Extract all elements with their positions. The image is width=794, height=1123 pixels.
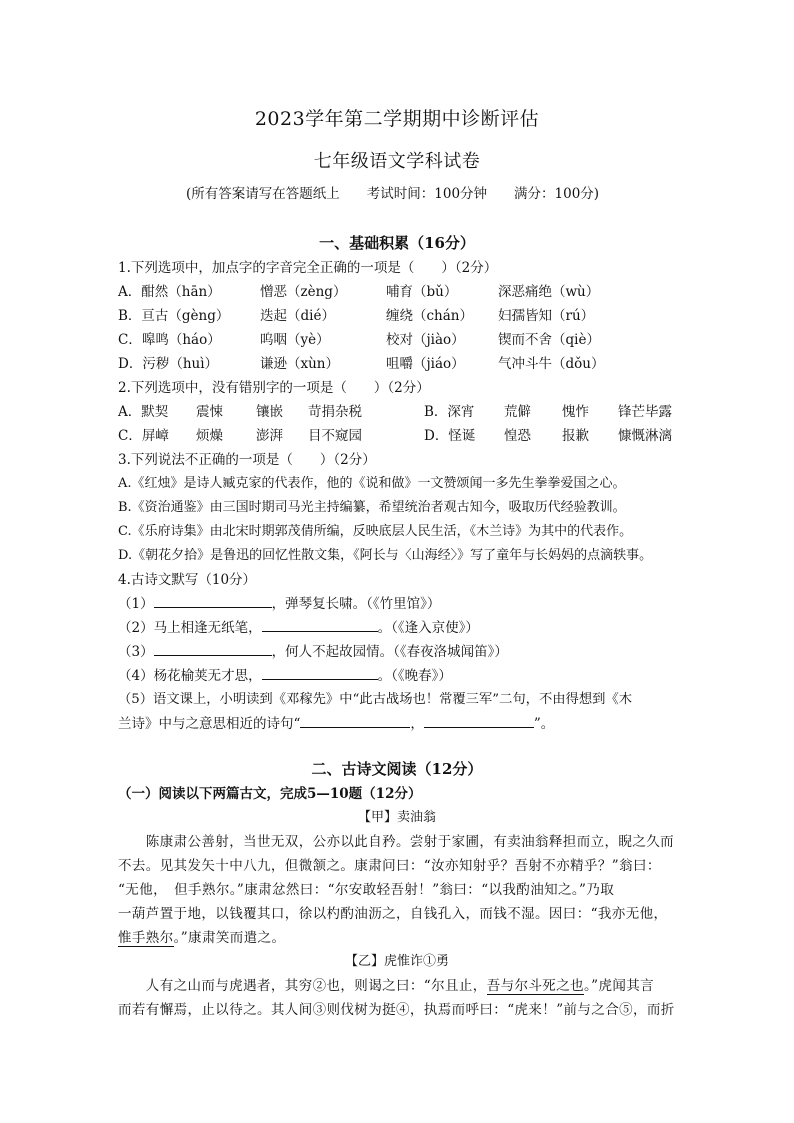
- jia-underlined-phrase: 惟手熟尔: [118, 930, 174, 946]
- q4-2-blank[interactable]: [262, 618, 378, 632]
- q2-c-4: 目不窥园: [308, 428, 362, 444]
- q4-line-4: [118, 664, 452, 684]
- q1-b-1: B．亘古（gèng）: [118, 308, 230, 324]
- q1-a-3: 哺育（bǔ）: [386, 284, 458, 300]
- q4-3-blank[interactable]: [154, 642, 272, 656]
- paper-subtitle: 七年级语文学科试卷: [313, 151, 481, 172]
- q2-a-2: 震悚: [196, 404, 223, 420]
- q1-d-2: 谦逊（xùn）: [260, 356, 340, 372]
- q3-stem: 3.下列说法不正确的一项是（ ）（2分）: [118, 452, 376, 468]
- q1-d-4: 气冲斗牛（dǒu）: [498, 356, 605, 372]
- q2-stem: 2.下列选项中，没有错别字的一项是（ ）（2分）: [118, 380, 430, 396]
- jia-line-4: 一葫芦置于地，以钱覆其口，徐以杓酌油沥之，自钱孔入，而钱不湿。因曰：“我亦无他，: [118, 906, 668, 922]
- q3-option-b: B.《资治通鉴》由三国时期司马光主持编纂，希望统治者观古知今，吸取历代经验教训。: [118, 500, 626, 515]
- q1-c-3: 校对（jiào）: [386, 332, 465, 348]
- section1-heading: 一、基础积累（16分）: [319, 234, 475, 252]
- q1-c-1: C．嗥鸣（háo）: [118, 332, 221, 348]
- exam-note: (所有答案请写在答题纸上 考试时间：100分钟 满分：100分): [186, 186, 600, 202]
- q2-a-1: A．默契: [118, 404, 169, 420]
- q4-6-text: 兰诗》中与之意思相近的诗句“: [118, 716, 301, 732]
- q2-c-1: C．屏嶂: [118, 428, 169, 444]
- section2-sub: （一）阅读以下两篇古文，完成5—10题（12分）: [118, 786, 422, 802]
- q1-d-3: 咀嚼（jiáo）: [386, 356, 465, 372]
- yi-line-1: [118, 974, 654, 994]
- q4-6-comma: ，: [410, 716, 424, 732]
- q4-line-5: （5）语文课上，小明读到《邓稼先》中“此古战场也！常覆三军”二句，不由得想到《木: [118, 692, 633, 707]
- q2-d-2: 惶恐: [504, 428, 531, 444]
- q4-2-source: 。（《逢入京使》）: [377, 620, 479, 636]
- q2-a-3: 镶嵌: [256, 404, 283, 420]
- q4-line-3: [118, 640, 508, 660]
- q4-line-1: [118, 592, 440, 612]
- q2-c-2: 烦燥: [196, 428, 223, 444]
- q4-6-blank-2[interactable]: [424, 714, 534, 728]
- q2-b-3: 愧怍: [562, 404, 589, 420]
- q2-d-1: D．怪诞: [424, 428, 476, 444]
- q4-6-end: ”。: [533, 716, 555, 732]
- q2-b-2: 荒僻: [504, 404, 531, 420]
- exam-title: 2023学年第二学期期中诊断评估: [254, 108, 540, 130]
- q4-1-label: （1）: [118, 596, 154, 612]
- q4-stem: 4.古诗文默写（10分）: [118, 572, 257, 588]
- q4-1-text: ，弹琴复长啸。（《竹里馆》）: [271, 596, 441, 612]
- q3-option-c: C.《乐府诗集》由北宋时期郭茂倩所编，反映底层人民生活，《木兰诗》为其中的代表作。: [118, 524, 633, 539]
- q1-c-2: 呜咽（yè）: [260, 332, 330, 348]
- q1-b-3: 缠绕（chán）: [386, 308, 473, 324]
- q4-4-source: 。（《晚春》）: [377, 668, 452, 684]
- q1-b-2: 迭起（dié）: [260, 308, 335, 324]
- q2-d-3: 报歉: [562, 428, 589, 444]
- q1-a-1: A．酣然（hān）: [118, 284, 221, 300]
- q4-line-2: [118, 616, 479, 636]
- q2-c-3: 澎湃: [256, 428, 283, 444]
- q3-option-d: D.《朝花夕拾》是鲁迅的回忆性散文集，《阿长与〈山海经〉》写了童年与长妈妈的点滴轶事。: [118, 548, 653, 563]
- yi-title: 【乙】虎惟诈①勇: [344, 954, 449, 969]
- jia-title: 【甲】卖油翁: [357, 810, 436, 825]
- q4-1-blank[interactable]: [154, 594, 272, 608]
- q4-4-blank[interactable]: [262, 666, 378, 680]
- yi-underlined-phrase: 吾与尔斗死之也: [486, 978, 585, 994]
- yi-line-1-b: 。”虎闻其言: [584, 978, 655, 994]
- q1-d-1: D．污秽（huì）: [118, 356, 219, 372]
- q3-option-a: A.《红烛》是诗人臧克家的代表作，他的《说和做》一文赞颂闻一多先生拳拳爱国之心。: [118, 476, 626, 491]
- q2-d-4: 慷慨淋漓: [618, 428, 672, 444]
- q1-stem: 1.下列选项中，加点字的字音完全正确的一项是（ ）（2分）: [118, 260, 498, 276]
- q1-a-4: 深恶痛绝（wù）: [498, 284, 600, 300]
- jia-line-5: [118, 926, 285, 946]
- q1-a-2: 憎恶（zèng）: [260, 284, 347, 300]
- jia-line-1: 陈康肃公善射，当世无双，公亦以此自矜。尝射于家圃，有卖油翁释担而立，睨之久而: [118, 834, 674, 850]
- q1-b-4: 妇孺皆知（rú）: [498, 308, 595, 324]
- jia-line-2: 不去。见其发矢十中八九，但微颔之。康肃问曰：“汝亦知射乎？吾射不亦精乎？”翁曰：: [118, 858, 661, 874]
- q2-b-1: B．深宵: [424, 404, 475, 420]
- section2-heading: 二、古诗文阅读（12分）: [311, 760, 483, 778]
- q1-c-4: 锲而不舍（qiè）: [498, 332, 600, 348]
- q4-3-text: ，何人不起故园情。（《春夜洛城闻笛》）: [271, 644, 508, 660]
- q4-2-text: （2）马上相逢无纸笔，: [118, 620, 262, 636]
- q4-4-text: （4）杨花榆荚无才思，: [118, 668, 262, 684]
- q4-3-label: （3）: [118, 644, 154, 660]
- jia-line-5-rest: 。”康肃笑而遣之。: [173, 930, 286, 946]
- q4-6-blank-1[interactable]: [300, 714, 410, 728]
- jia-line-3: “无他， 但手熟尔。”康肃忿然曰：“尔安敢轻吾射！”翁曰：“以我酌油知之。”乃取: [118, 882, 615, 898]
- q4-line-6: [118, 712, 554, 732]
- q2-b-4: 锋芒毕露: [618, 404, 672, 420]
- q2-a-4: 苛捐杂税: [308, 404, 362, 420]
- yi-line-2: 而若有懈焉，止以待之。其人间③则伐树为挺④，执焉而呼曰：“虎来！”前与之合⑤，而折: [118, 1002, 675, 1018]
- yi-line-1-a: 人有之山而与虎遇者，其穷②也，则谒之曰：“尔且止，: [118, 978, 487, 994]
